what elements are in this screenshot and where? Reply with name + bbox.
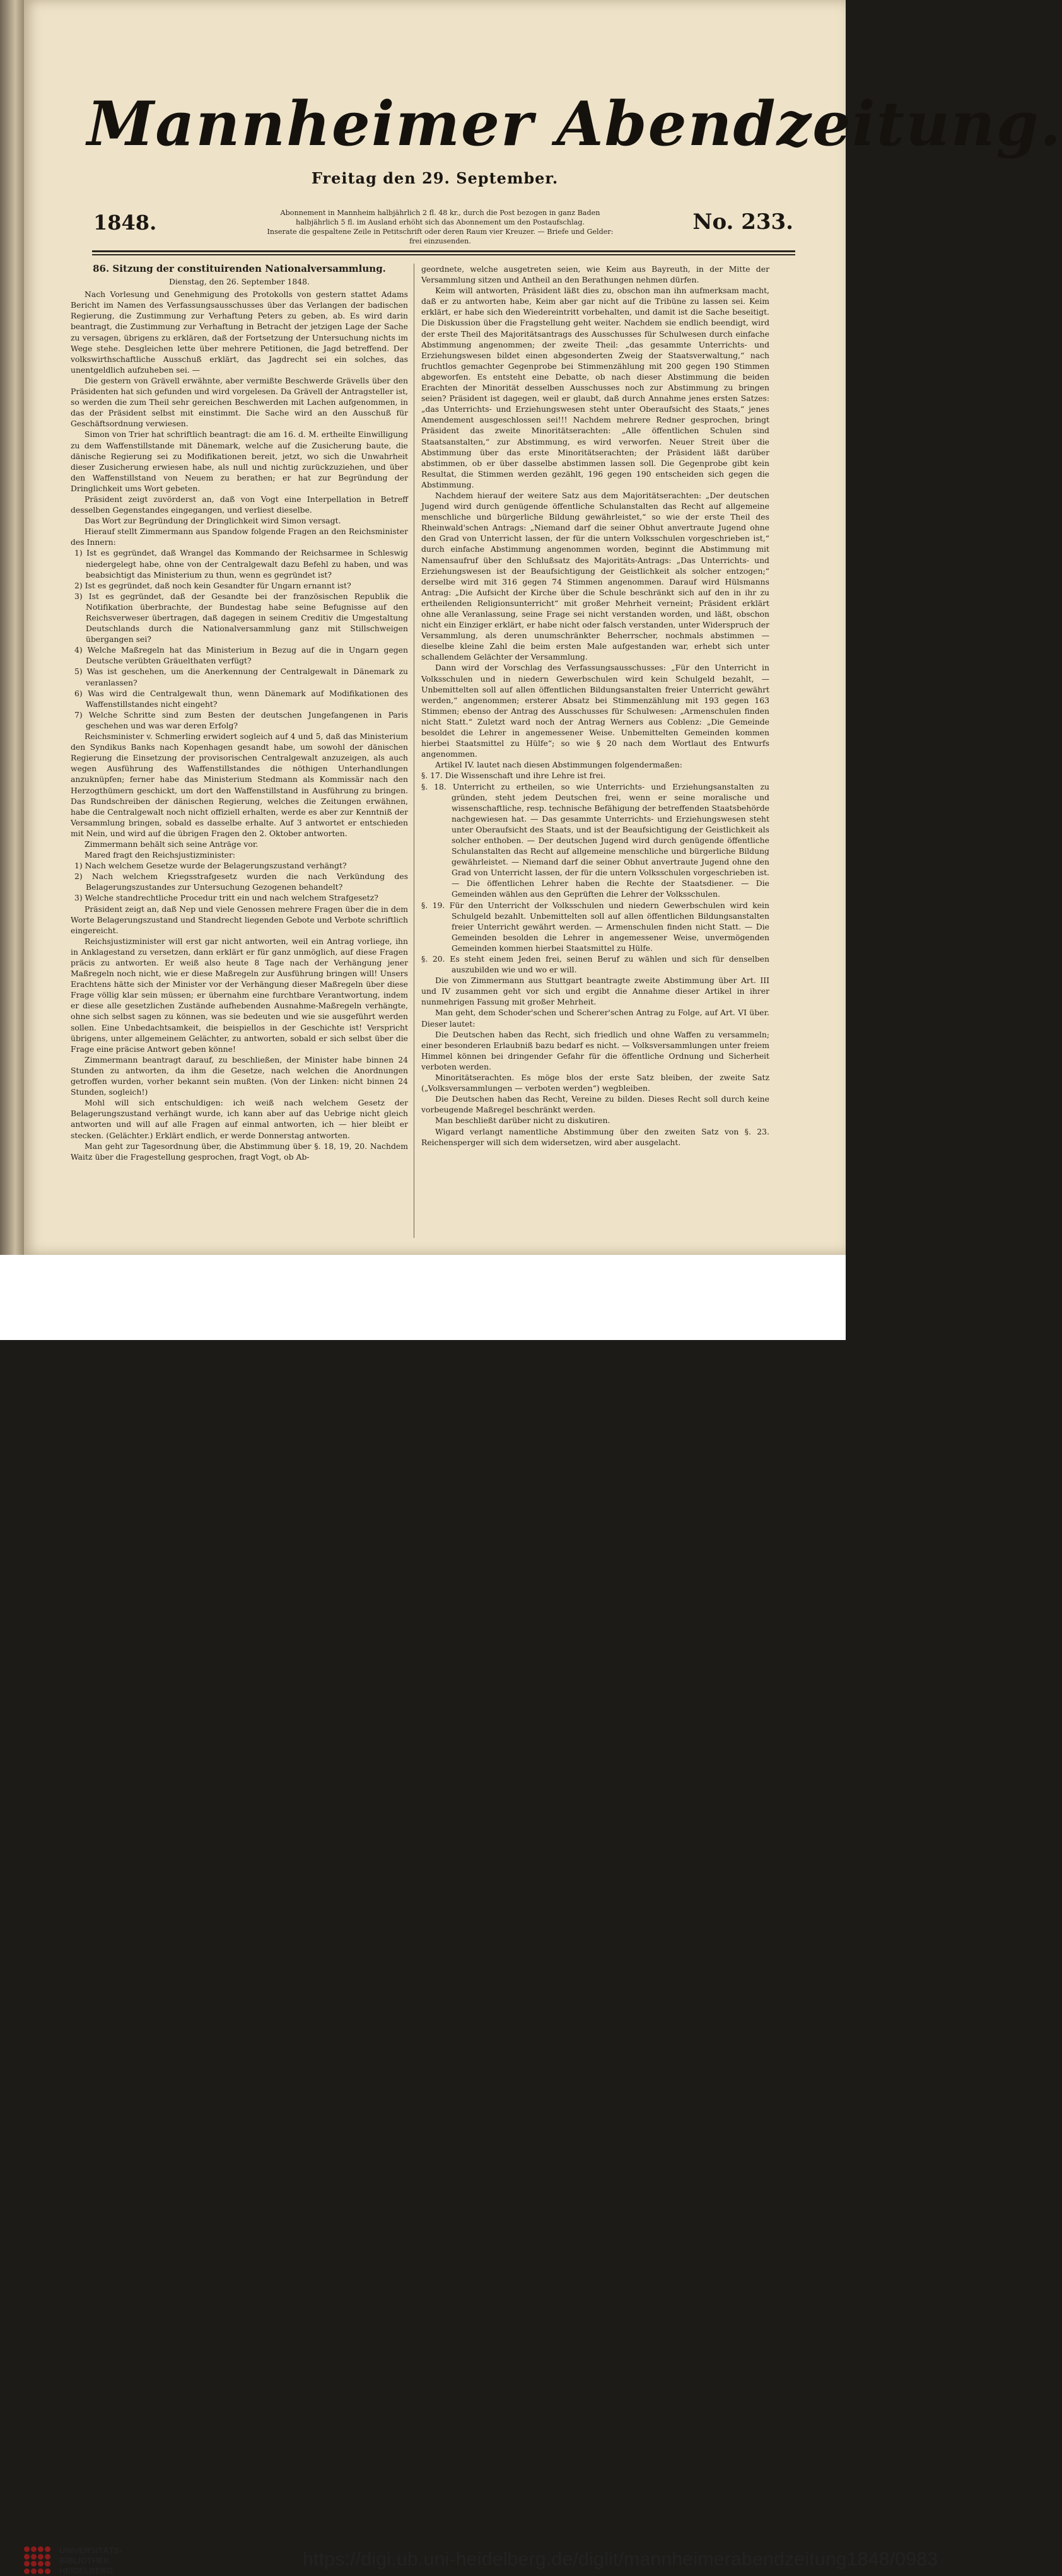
article-paragraph: Dann wird der Vorschlag des Verfassungsausschusses: „Für den Unterricht in Volksschulen und in niedern Gewerbschulen wird kein Schulgeld bezahlt, — Unbemittelten soll auf allen öffentlichen Bildungsanstalten freier Unterricht gewährt werden,“ angenommen; ersterer Absatz bei Stimmenzählung mit 193 gegen 163 Stimmen; ebenso der Antrag des Ausschusses für Schulwesen: „Armenschulen finden nicht Statt.“ Zuletzt ward noch der Antrag Werners aus Coblenz: „Die Gemeinde besoldet die Lehrer in angemessener Weise. Unbemittelten Gemeinden kommen hierbei Staatsmittel zu Hülfe“; so wie § 20 nach dem Wortlaut des Entwurfs angenommen. — [421, 663, 769, 759]
issue-date: Freitag den 29. September. — [311, 169, 559, 187]
article-paragraph: Man beschließt darüber nicht zu diskutiren. — [435, 1116, 610, 1126]
article-paragraph: 7) Welche Schritte sind zum Besten der deutschen Jungefangenen in Paris geschehen und was war deren Erfolg? — [74, 709, 408, 730]
article-paragraph: Die gestern von Grävell erwähnte, aber vermißte Beschwerde Grävells über den Präsidenten hat sich gefunden und wird vorgelesen. Da Grävell der Antragsteller ist, so werden die zum Theil sehr gereichen Beschwerden mit Lachen aufgenommen, in das der Präsident selbst mit einstimmt. Die Sache wird an den Ausschuß für Geschäftsordnung verwiesen. — [71, 375, 408, 429]
article-paragraph: Die von Zimmermann aus Stuttgart beantragte zweite Abstimmung über Art. III und IV zusammen geht vor sich und ergibt die Annahme dieser Artikel in ihrer nunmehrigen Fassung mit großer Mehrheit. — [421, 976, 769, 1007]
article-paragraph: Reichsminister v. Schmerling erwidert sogleich auf 4 und 5, daß das Ministerium den Syndikus Banks nach Kopenhagen gesandt habe, um sowohl der dänischen Regierung die Einsetzung der provisorischen Centralgewalt anzuzeigen, als auch wegen Ausführung des Waffenstillstandes die nöthigen Unterhandlungen anzuknüpfen; ferner habe das Ministerium Stedmann als Kommissär nach den Herzogthümern geschickt, um dort den Waffenstillstand in Ausführung zu bringen. Das Rundschreiben der dänischen Regierung, welches die Zeitungen erwähnen, habe die Centralgewalt noch nicht offiziell erhalten, werde es aber zur Kenntniß der Versammlung bringen, sobald es dasselbe erhalte. Auf 3 antwortet er entschieden mit Nein, und wird auf die übrigen Fragen den 2. Oktober antworten. — [71, 731, 408, 838]
adjacent-page-edge — [0, 0, 25, 1255]
article-paragraph: 4) Welche Maßregeln hat das Ministerium in Bezug auf die in Ungarn gegen Deutsche verübten Gräuelthaten verfügt? — [74, 645, 408, 666]
article-paragraph: Zimmermann behält sich seine Anträge vor. — [85, 839, 259, 849]
article-paragraph: Präsident zeigt an, daß Nep und viele Genossen mehrere Fragen über die in dem Worte Belagerungszustand und Standrecht liegenden Gebote und Verbote schriftlich eingereicht. — [71, 904, 408, 935]
article-heading: 86. Sitzung der constituirenden Nationalversammlung. — [93, 263, 386, 274]
article-paragraph: Präsident zeigt zuvörderst an, daß von Vogt eine Interpellation in Betreff desselben Gegenstandes eingegangen, und verliest dieselbe. — [71, 494, 408, 515]
article-paragraph: Hierauf stellt Zimmermann aus Spandow folgende Fragen an den Reichsminister des Innern: — [71, 527, 408, 547]
header-rule — [92, 250, 795, 252]
article-paragraph: Reichsjustizminister will erst gar nicht antworten, weil ein Antrag vorliege, ihn in Anklagestand zu versetzen, dann erklärt er für ganz unmöglich, auf diese Fragen präcis zu antworten. Er weiß also heute 8 Tage nach der Verhängung jener Maßregeln noch nicht, wie er diese Maßregeln zur Ausführung bringen will! Unsers Erachtens hätte sich der Minister vor der Verhängung dieser Maßregeln über diese Frage völlig klar sein müssen; er übernahm eine furchtbare Verantwortung, indem er diese alle gesetzlichen Zustände aufhebenden Ausnahme-Maßregeln verhängte, ohne sich selbst sagen zu können, was sie bedeuten und wie sie ausgeführt werden sollen. Eine Unbedachtsamkeit, die beispiellos in der Geschichte ist! Verspricht übrigens, unter allgemeinem Gelächter, zu antworten, sobald er sich selbst über die Frage eine präcise Antwort geben könne! — [71, 936, 408, 1054]
article-paragraph: Nachdem hierauf der weitere Satz aus dem Majoritätserachten: „Der deutschen Jugend wird durch genügende öffentliche Schulanstalten das Recht auf allgemeine menschliche und bürgerliche Bildung gewährleistet,“ so wie der erste Theil des Rheinwald'schen Antrags: „Niemand darf die seiner Obhut anvertraute Jugend ohne den Grad von Unterricht lassen, der für die untern Volksschulen vorgeschrieben ist,“ durch einfache Abstimmung angenommen worden, beginnt die Abstimmung mit Namensaufruf über den Schlußsatz des Majoritäts-Antrags: „Das Unterrichts- und Erziehungswesen ist der Beaufsichtigung der Geistlichkeit als solcher entzogen;“ derselbe wird mit 316 gegen 74 Stimmen angenommen. Darauf wird Hülsmanns Antrag: „Die Aufsicht der Kirche über die Schule beschränkt sich auf den in ihr zu ertheilenden Religionsunterricht“ mit großer Mehrheit verneint; Präsident erklärt ohne alle Veranlassung, seine Frage sei nicht verstanden worden, und läßt, obschon nicht ein Einziger erklärt, er habe nicht oder falsch verstanden, unter Widerspruch der Versammlung, als deren unumschränkter Beherrscher, nochmals abstimmen — dieselbe kleine Zahl die beim ersten Male aufgestanden war, erhebt sich unter schallendem Gelächter der Versammlung. — [421, 490, 769, 662]
article-paragraph: 3) Ist es gegründet, daß der Gesandte bei der französischen Republik die Notifikation überbrachte, der Bundestag habe seine Befugnisse auf den Reichsverweser übertragen, daß dagegen in seinem Creditiv die Umgestaltung Deutschlands durch die Nationalversammlung ganz mit Stillschweigen übergangen sei? — [74, 591, 408, 644]
article-paragraph: Mared fragt den Reichsjustizminister: — [85, 850, 236, 860]
article-paragraph: Die Deutschen haben das Recht, sich friedlich und ohne Waffen zu versammeln; einer besonderen Erlaubniß bazu bedarf es nicht. — Volksversammlungen unter freiem Himmel können bei dringender Gefahr für die öffentliche Ordnung und Sicherheit verboten werden. — [421, 1029, 769, 1071]
article-paragraph: §. 17. Die Wissenschaft und ihre Lehre ist frei. — [421, 771, 606, 781]
article-paragraph: 3) Welche standrechtliche Procedur tritt ein und nach welchem Strafgesetz? — [74, 893, 378, 903]
article-subheading: Dienstag, den 26. September 1848. — [169, 277, 310, 287]
university-library-logo-icon — [24, 2546, 52, 2574]
article-paragraph: Minoritätserachten. Es möge blos der erste Satz bleiben, der zweite Satz („Volksversammlungen — verboten werden“) wegbleiben. — [421, 1073, 769, 1093]
article-paragraph: Keim will antworten, Präsident läßt dies zu, obschon man ihn aufmerksam macht, daß er zu antworten habe, Keim aber gar nicht auf die Tribüne zu lassen sei. Keim erklärt, er habe sich den Wiedereintritt vorbehalten, und damit ist die Sache beseitigt. Die Diskussion über die Fragstellung geht weiter. Nachdem sie endlich beendigt, wird der erste Theil des Majoritätsantrags des Ausschusses für Schulwesen durch einfache Abstimmung angenommen; der zweite Theil: „das gesammte Unterrichts- und Erziehungswesen bildet einen abgesonderten Zweig der Staatsverwaltung,“ nach fruchtlos gemachter Gegenprobe bei Stimmenzählung mit 200 gegen 190 Stimmen abgeworfen. Es entsteht eine Debatte, ob nach dieser Abstimmung die beiden Erachten der Minorität desselben Ausschusses noch zur Abstimmung zu bringen seien? Präsident ist dagegen, weil er glaubt, daß durch Annahme jenes ersten Satzes: „das Unterrichts- und Erziehungswesen steht unter Oberaufsicht des Staats,“ jenes Amendement ausgeschlossen sei!!! Nachdem mehrere Redner gesprochen, bringt Präsident das zweite Minoritätserachten: „Alle öffentlichen Schulen sind Staatsanstalten,“ zur Abstimmung, es wird verworfen. Neuer Streit über die Abstimmung über das erste Minoritätserachten; der Präsident läßt darüber abstimmen, ob er über dasselbe abstimmen lassen soll. Die Gegenprobe gibt kein Resultat, die Stimmen werden gezählt, 196 gegen 190 entscheiden sich gegen die Abstimmung. — [421, 286, 769, 489]
right-column — [421, 264, 769, 1148]
article-paragraph: 6) Was wird die Centralgewalt thun, wenn Dänemark auf Modifikationen des Waffenstillstandes nicht eingeht? — [74, 688, 408, 709]
article-paragraph: Simon von Trier hat schriftlich beantragt: die am 16. d. M. ertheilte Einwilligung zu dem Waffenstillstande mit Dänemark, welche auf die Zusicherung baute, die dänische Regierung sei zu Modifikationen bereit, jetzt, wo sich die Unwahrheit dieser Zusicherung erwiesen habe, als null und nichtig zurückzuziehen, und über den Waffenstillstand von Neuem zu berathen; er hat zur Begründung der Dringlichkeit ums Wort gebeten. — [71, 429, 408, 493]
issue-number: No. 233. — [692, 209, 793, 235]
article-paragraph: 1) Ist es gegründet, daß Wrangel das Kommando der Reichsarmee in Schleswig niedergelegt habe, ohne von der Centralgewalt dazu Befehl zu haben, und was beabsichtigt das Ministerium zu thun, wenn es gegründet ist? — [74, 548, 408, 580]
subscription-line: Abonnement in Mannheim halbjährlich 2 fl. 48 kr., durch die Post bezogen in ganz Baden — [280, 209, 600, 217]
article-paragraph: 2) Nach welchem Kriegsstrafgesetz wurden die nach Verkündung des Belagerungszustandes zur Untersuchung Gezogenen behandelt? — [74, 871, 408, 892]
article-paragraph: §. 18. Unterricht zu ertheilen, so wie Unterrichts- und Erziehungsanstalten zu gründen, steht jedem Deutschen frei, wenn er seine moralische und wissenschaftliche, resp. technische Befähigung der betreffenden Staatsbehörde nachgewiesen hat. — Das gesammte Unterrichts- und Erziehungswesen steht unter Oberaufsicht des Staats, und ist der Beaufsichtigung der Geistlichkeit als solcher enthoben. — Der deutschen Jugend wird durch genügende öffentliche Schulanstalten das Recht auf allgemeine menschliche und bürgerliche Bildung gewährleistet. — Niemand darf die seiner Obhut anvertraute Jugend ohne den Grad von Unterricht lassen, der für die untern Volksschulen vorgeschrieben ist. — Die öffentlichen Lehrer haben die Rechte der Staatsdiener. — Die Gemeinden wählen aus den Geprüften die Lehrer der Volksschulen. — [421, 781, 769, 899]
article-paragraph: Das Wort zur Begründung der Dringlichkeit wird Simon versagt. — [85, 516, 341, 526]
article-paragraph: 2) Ist es gegründet, daß noch kein Gesandter für Ungarn ernannt ist? — [74, 580, 351, 590]
article-paragraph: Man geht zur Tagesordnung über, die Abstimmung über §. 18, 19, 20. Nachdem Waitz über die Fragestellung gesprochen, fragt Vogt, ob Ab- — [71, 1141, 408, 1162]
article-paragraph: 1) Nach welchem Gesetze wurde der Belagerungszustand verhängt? — [74, 861, 347, 871]
article-paragraph: Man geht, dem Schoder'schen und Scherer'schen Antrag zu Folge, auf Art. VI über. Dieser lautet: — [421, 1008, 769, 1029]
subscription-info — [264, 208, 617, 246]
article-paragraph: Wigard verlangt namentliche Abstimmung über den zweiten Satz von §. 23. Reichensperger will sich dem widersetzen, wird aber ausgelacht. — [421, 1126, 769, 1147]
subscription-line: halbjährlich 5 fl. im Ausland erhöht sich das Abonnement um den Postaufschlag. — [296, 218, 585, 226]
issue-year: 1848. — [93, 211, 157, 235]
source-url-link[interactable]: https://digi.ub.uni-heidelberg.de/diglit/mannheimerabendzeitung1848/0983 — [303, 2549, 938, 2570]
article-paragraph: Nach Vorlesung und Genehmigung des Protokolls von gestern stattet Adams Bericht im Namen des Verfassungsausschusses über das Verlangen der badischen Regierung, die Zustimmung zur Verhaftung Peters zu geben, ab. Es wird darin beantragt, die Zustimmung zur Verhaftung in Betracht der jetzigen Lage der Sache zu versagen, übrigens zu erklären, daß der Fortsetzung der Untersuchung nichts im Wege stehe. Desgleichen lette über mehrere Petitionen, die Jagd betreffend. Der volkswirthschaftliche Ausschuß erklärt, das Jagdrecht sei ein solches, das unentgeldlich aufzuheben sei. — — [71, 289, 408, 375]
article-paragraph: Mohl will sich entschuldigen: ich weiß nach welchem Gesetz der Belagerungszustand verhängt wurde, ich kann aber auf das Uebrige nicht gleich antworten und will auf alle Fragen auf einmal antworten, ich — hier bleibt er stecken. (Gelächter.) Erklärt endlich, er werde Donnerstag antworten. — [71, 1098, 408, 1140]
article-paragraph: §. 20. Es steht einem Jeden frei, seinen Beruf zu wählen und sich für denselben auszubilden wie und wo er will. — [421, 954, 769, 975]
article-paragraph: 5) Was ist geschehen, um die Anerkennung der Centralgewalt in Dänemark zu veranlassen? — [74, 667, 408, 687]
issue-info-bar — [93, 203, 793, 248]
article-paragraph: Artikel IV. lautet nach diesen Abstimmungen folgendermaßen: — [435, 760, 682, 770]
article-paragraph: §. 19. Für den Unterricht der Volksschulen und niedern Gewerbschulen wird kein Schulgeld bezahlt. Unbemittelten soll auf allen öffentlichen Bildungsanstalten freier Unterricht gewährt werden. — Armenschulen finden nicht Statt. — Die Gemeinden besolden die Lehrer in angemessener Weise, unvermögenden Gemeinden kommen hierbei Staatsmittel zu Hülfe. — [421, 900, 769, 953]
library-name: UNIVERSITÄTS- BIBLIOTHEK HEIDELBERG — [59, 2546, 122, 2575]
article-paragraph: geordnete, welche ausgetreten seien, wie Keim aus Bayreuth, in der Mitte der Versammlung sitzen und Antheil an den Berathungen nehmen dürfen. — [421, 264, 769, 285]
subscription-line: Inserate die gespaltene Zeile in Petitschrift oder deren Raum vier Kreuzer. — Briefe und Gelder: frei einzusenden. — [267, 228, 614, 245]
library-footer — [0, 1255, 938, 2575]
newspaper-title: Mannheimer Abendzeitung. — [87, 88, 1062, 160]
left-column — [71, 264, 408, 1162]
header-rule — [92, 254, 795, 255]
article-paragraph: Die Deutschen haben das Recht, Vereine zu bilden. Dieses Recht soll durch keine vorbeugende Maßregel beschränkt werden. — [421, 1094, 769, 1115]
article-paragraph: Zimmermann beantragt darauf, zu beschließen, der Minister habe binnen 24 Stunden zu antworten, da ihm die Gesetze, nach welchen die Anordnungen getroffen wurden, vorher bekannt sein mußten. (Von der Linken: nicht binnen 24 Stunden, sogleich!) — [71, 1054, 408, 1097]
